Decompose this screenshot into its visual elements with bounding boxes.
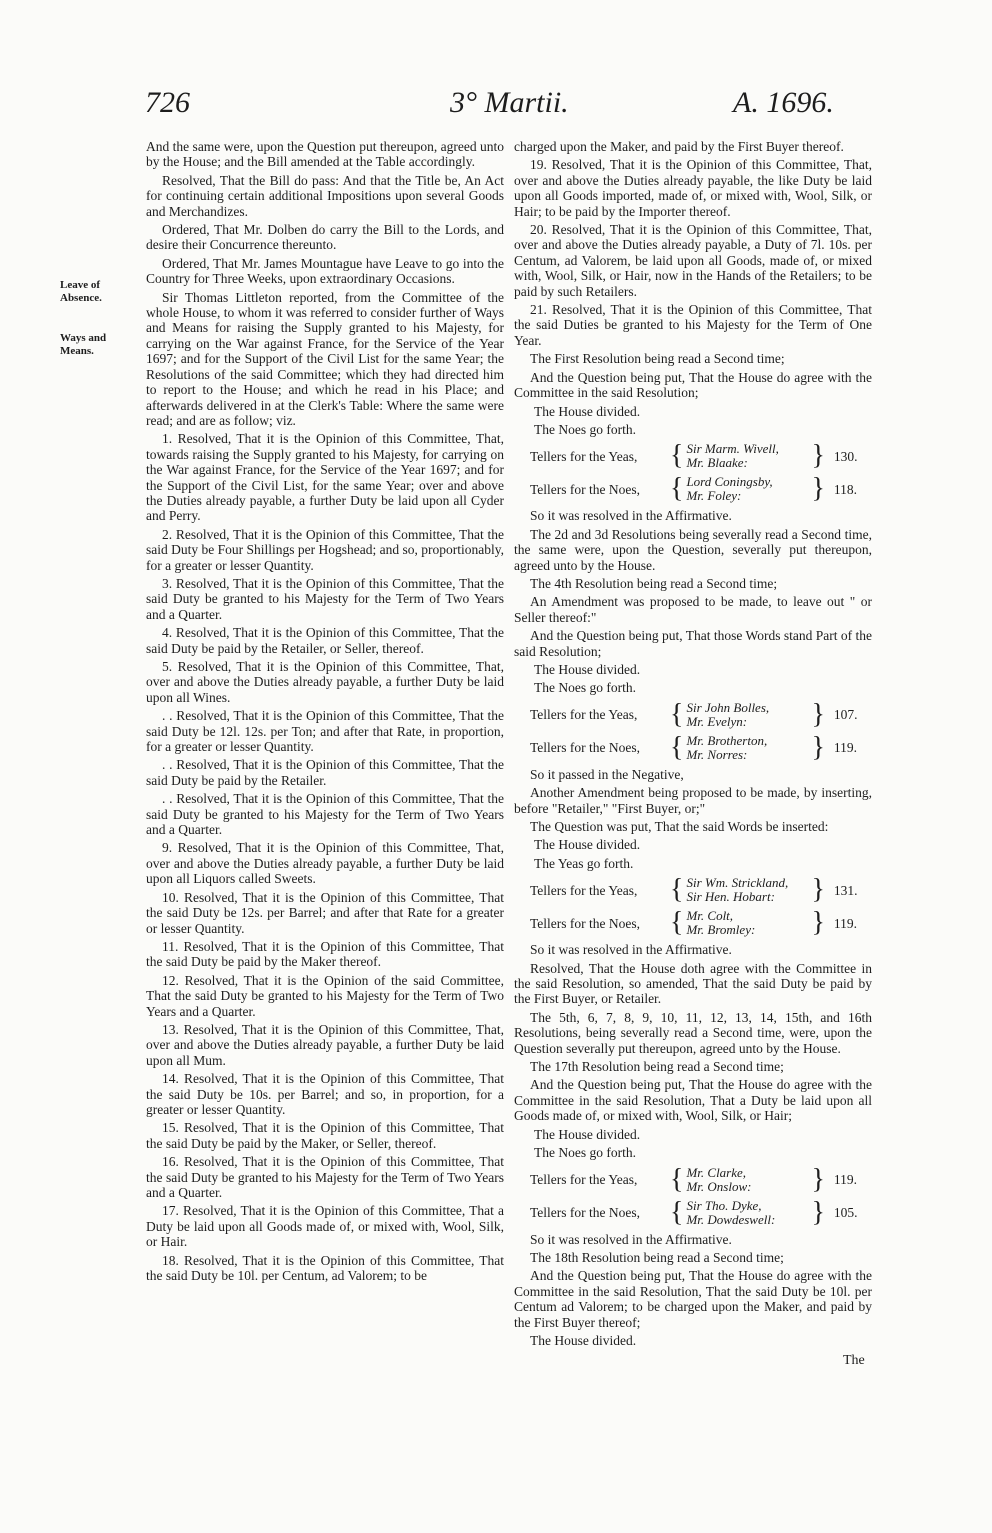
paragraph: 20. Resolved, That it is the Opinion of this Committee, That, over and above the Duties already payable, a Duty of 7l. 10s. per Centum, ad Valorem, be laid upon all Goods, made of, or mixed with, Wool, Silk, or Hair, now in the Hands of the Retailers; to be paid by such Retailers. — [514, 222, 872, 299]
left-column — [146, 139, 504, 1286]
paragraph: The Yeas go forth. — [534, 855, 634, 871]
paragraph: And the Question being put, That the House do agree with the Committee in the said Resolution; — [514, 369, 872, 401]
paragraph: The 2d and 3d Resolutions being severally read a Second time, the same were, upon the Question, severally put thereupon, agreed unto by the House. — [514, 526, 872, 573]
paragraph: Ordered, That Mr. Dolben do carry the Bill to the Lords, and desire their Concurrence thereunto. — [146, 222, 504, 253]
paragraph: The House divided. — [534, 661, 641, 677]
paragraph: 1. Resolved, That it is the Opinion of this Committee, That, towards raising the Supply granted to his Majesty, for carrying on the War against France, for the Service of the Year 1697; and for the Support of the Civil List, for the same Year; over and above the Duties already payable, a further Duty be laid upon all Cyder and Perry. — [146, 431, 504, 524]
paragraph: The 5th, 6, 7, 8, 9, 10, 11, 12, 13, 14, 15th, and 16th Resolutions, being severally read a Second time, were, upon the Question severally put thereupon, agreed unto by the House. — [514, 1009, 872, 1056]
tellers-yeas: Tellers for the Yeas, { Sir Marm. Wivell, Mr. Blaake: } 130. — [530, 440, 858, 472]
paragraph: . . Resolved, That it is the Opinion of this Committee, That the said Duty be paid by the Retailer. — [146, 757, 504, 788]
page-header — [0, 86, 992, 136]
paragraph: The 17th Resolution being read a Second time; — [530, 1059, 784, 1075]
paragraph: And the same were, upon the Question put thereupon, agreed unto by the House; and the Bill amended at the Table accordingly. — [146, 139, 504, 170]
tellers-yeas: Tellers for the Yeas, { Mr. Clarke, Mr. Onslow: } 119. — [530, 1163, 858, 1195]
paragraph: 9. Resolved, That it is the Opinion of this Committee, That, over and above the Duties already payable, a further Duty be laid upon all Liquors called Sweets. — [146, 840, 504, 887]
paragraph: The House divided. — [534, 837, 641, 853]
page-date: 3° Martii. — [450, 86, 569, 119]
paragraph: 10. Resolved, That it is the Opinion of this Committee, That the said Duty be 12s. per Barrel; and after that Rate for a greater or lesser Quantity. — [146, 889, 504, 936]
paragraph: Resolved, That the House doth agree with the Committee in the said Resolution, so amended, That the said Duty be paid by the First Buyer, or Retailer. — [514, 960, 872, 1007]
paragraph: 21. Resolved, That it is the Opinion of this Committee, That the said Duties be granted to his Majesty for the Term of One Year. — [514, 302, 872, 348]
paragraph: 19. Resolved, That it is the Opinion of this Committee, That, over and above the Duties already payable, the like Duty be laid upon all Goods imported, made of, or mixed with, Wool, Silk, or Hair; to be paid by the Importer thereof. — [514, 157, 872, 219]
paragraph: 14. Resolved, That it is the Opinion of this Committee, That the said Duty be 10s. per Barrel; and so, in proportion, for a greater or lesser Quantity. — [146, 1071, 504, 1117]
tellers-yeas: Tellers for the Yeas, { Sir John Bolles, Mr. Evelyn: } 107. — [530, 698, 858, 730]
paragraph: Another Amendment being proposed to be made, by inserting, before "Retailer," "First Buyer, or;" — [514, 785, 872, 816]
paragraph: The 4th Resolution being read a Second time; — [530, 575, 778, 591]
paragraph: An Amendment was proposed to be made, to leave out " or Seller thereof:" — [514, 594, 872, 625]
paragraph: So it was resolved in the Affirmative. — [530, 942, 732, 958]
paragraph: The House divided. — [534, 1126, 641, 1142]
paragraph: 2. Resolved, That it is the Opinion of this Committee, That the said Duty be Four Shillings per Hogshead; and so, proportionably, for a greater or lesser Quantity. — [146, 526, 504, 573]
paragraph: And the Question being put, That those Words stand Part of the said Resolution; — [514, 628, 872, 659]
paragraph: The 18th Resolution being read a Second time; — [530, 1249, 784, 1265]
tellers-noes: Tellers for the Noes, { Sir Tho. Dyke, Mr. Dowdeswell: } 105. — [530, 1196, 858, 1228]
tellers-noes: Tellers for the Noes, { Mr. Colt, Mr. Bromley: } 119. — [530, 907, 858, 939]
margin-note-ways: Ways and Means. — [60, 332, 107, 357]
paragraph: charged upon the Maker, and paid by the First Buyer thereof. — [514, 139, 844, 154]
catchword: The — [843, 1353, 865, 1368]
paragraph: 12. Resolved, That it is the Opinion of the said Committee, That the said Duty be granted to his Majesty for the Term of Two Years and a Quarter. — [146, 972, 504, 1019]
paragraph: And the Question being put, That the House do agree with the Committee in the said Resolution, That the said Duty be 10l. per Centum ad Valorem; to be charged upon the Maker, and paid by the First Buyer thereof; — [514, 1268, 872, 1330]
paragraph: The First Resolution being read a Second time; — [530, 351, 785, 367]
paragraph: The Noes go forth. — [534, 680, 636, 696]
tellers-noes: Tellers for the Noes, { Mr. Brotherton, Mr. Norres: } 119. — [530, 731, 858, 763]
page-year: A. 1696. — [733, 86, 834, 119]
tellers-yeas: Tellers for the Yeas, { Sir Wm. Strickland, Sir Hen. Hobart: } 131. — [530, 874, 858, 906]
paragraph: Sir Thomas Littleton reported, from the Committee of the whole House, to whom it was referred to consider further of Ways and Means for raising the Supply granted to his Majesty, for carrying on the War against France, for the Service of the Year 1697; and for the Support of the Civil List for the same Year; the Resolutions of the said Committee; which they had directed him to report to the House; and which he read in his Place; and afterwards delivered in at the Clerk's Table: Where the same were read; and are as follow; viz. — [146, 289, 504, 428]
paragraph: 4. Resolved, That it is the Opinion of this Committee, That the said Duty be paid by the Retailer, or Seller, thereof. — [146, 625, 504, 656]
paragraph: 13. Resolved, That it is the Opinion of this Committee, That, over and above the Duties already payable, a further Duty be laid upon all Mum. — [146, 1021, 504, 1068]
paragraph: 11. Resolved, That it is the Opinion of this Committee, That the said Duty be paid by the Maker thereof. — [146, 938, 504, 970]
paragraph: The House divided. — [530, 1332, 637, 1348]
paragraph: The Noes go forth. — [534, 421, 636, 437]
paragraph: Resolved, That the Bill do pass: And that the Title be, An Act for continuing certain additional Impositions upon several Goods and Merchandizes. — [146, 172, 504, 219]
paragraph: 16. Resolved, That it is the Opinion of this Committee, That the said Duty be granted to his Majesty for the Term of Two Years and a Quarter. — [146, 1154, 504, 1200]
paragraph: The Question was put, That the said Words be inserted: — [530, 819, 829, 834]
tellers-noes: Tellers for the Noes, { Lord Coningsby, Mr. Foley: } 118. — [530, 473, 858, 505]
paragraph: The House divided. — [534, 403, 641, 419]
paragraph: And the Question being put, That the House do agree with the Committee in the said Resolution, That a Duty be laid upon all Goods made of, or mixed with, Wool, Silk, or Hair; — [514, 1077, 872, 1124]
paragraph: . . Resolved, That it is the Opinion of this Committee, That the said Duty be 12l. 12s. per Ton; and after that Rate, in proportion, for a greater or lesser Quantity. — [146, 708, 504, 755]
paragraph: So it passed in the Negative, — [530, 766, 684, 782]
paragraph: 15. Resolved, That it is the Opinion of this Committee, That the said Duty be paid by the Maker, or Seller, thereof. — [146, 1120, 504, 1151]
paragraph: So it was resolved in the Affirmative. — [530, 508, 732, 524]
paragraph: . . Resolved, That it is the Opinion of this Committee, That the said Duty be granted to his Majesty for the Term of Two Years and a Quarter. — [146, 791, 504, 838]
paragraph: 3. Resolved, That it is the Opinion of this Committee, That the said Duty be granted to his Majesty for the Term of Two Years and a Quarter. — [146, 575, 504, 622]
margin-note-leave: Leave of Absence. — [60, 279, 102, 304]
paragraph: The Noes go forth. — [534, 1145, 636, 1161]
paragraph: 18. Resolved, That it is the Opinion of this Committee, That the said Duty be 10l. per Centum, ad Valorem; to be — [146, 1252, 504, 1284]
paragraph: 5. Resolved, That it is the Opinion of this Committee, That, over and above the Duties already payable, a further Duty be laid upon all Wines. — [146, 659, 504, 705]
page-number: 726 — [145, 86, 190, 119]
right-column — [514, 139, 872, 1351]
paragraph: So it was resolved in the Affirmative. — [530, 1231, 732, 1247]
paragraph: 17. Resolved, That it is the Opinion of this Committee, That a Duty be laid upon all Goods made of, or mixed with, Wool, Silk, or Hair. — [146, 1203, 504, 1250]
paragraph: Ordered, That Mr. James Mountague have Leave to go into the Country for Three Weeks, upon extraordinary Occasions. — [146, 255, 504, 287]
